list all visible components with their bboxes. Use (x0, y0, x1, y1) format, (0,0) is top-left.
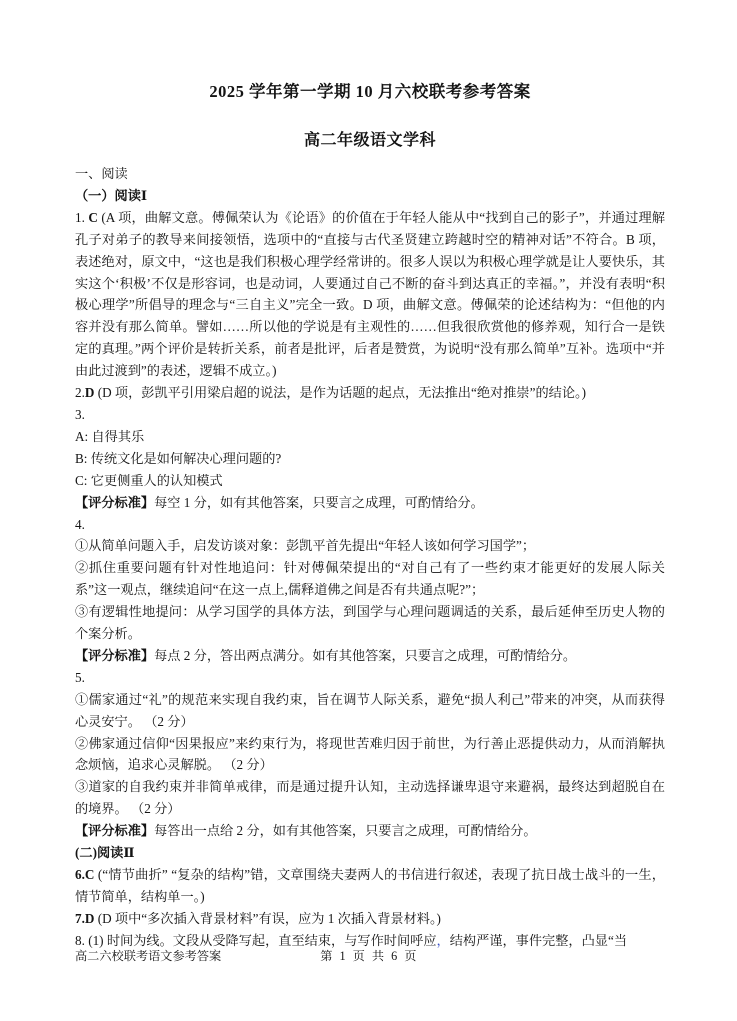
answer-1 (75, 207, 665, 382)
answer-2-explanation: (D 项，彭凯平引用梁启超的说法，是作为话题的起点，无法推出“绝对推崇”的结论。) (94, 385, 586, 401)
doc-title: 2025 学年第一学期 10 月六校联考参考答案 (209, 82, 531, 101)
answer-4-point-3: ③有逻辑性地提问：从学习国学的具体方法，到国学与心理问题调适的关系，最后延伸至历史人物的个案分析。 (75, 604, 665, 642)
answer-3-rubric (75, 492, 665, 514)
answer-5-point-1: ①儒家通过“礼”的规范来实现自我约束，旨在调节人际关系，避免“损人利己”带来的冲突，从而获得心灵安宁。 （2 分） (75, 691, 665, 729)
doc-body (75, 163, 665, 952)
answer-1-number: 1. (75, 209, 89, 225)
doc-subtitle: 高二年级语文学科 (303, 132, 436, 149)
rubric-text: 每答出一点给 2 分，如有其他答案，只要言之成理，可酌情给分。 (154, 823, 537, 839)
answer-8-text-end: 结构严谨，事件完整，凸显“当 (449, 932, 628, 948)
answer-1-choice: C (88, 209, 98, 225)
subsection-heading-reading2: (二)阅读Ⅱ (75, 845, 135, 861)
answer-3-blank-b: B: 传统文化是如何解决心理问题的? (75, 450, 282, 466)
answer-4-point-1: ①从简单问题入手，启发访谈对象：彭凯平首先提出“年轻人该如何学习国学”； (75, 538, 536, 554)
section-heading-reading: 一、阅读 (75, 166, 128, 181)
answer-7 (75, 908, 665, 930)
answer-1-explanation: (A 项，曲解文意。傅佩荣认为《论语》的价值在于年轻人能从中“找到自己的影子”，并通过理解孔子对弟子的教导来间接领悟，选项中的“直接与古代圣贤建立跨越时空的精神对话”不符合。B 项，表述绝对，原文中，“这也是我们积极心理学经常讲的。很多人误以为积极心理学就是让人要快乐，其实这个‘积极’不仅是形容词，也是动词，人要通过自己不断的奋斗到达真正的幸福。”，并没有表明“积极心理学”所倡导的理念与“三自主义”完全一致。D 项，曲解文意。傅佩荣的论述结构为：“但他的内容并没有那么简单。譬如……所以他的学说是有主观性的……但我很欣赏他的修养观，知行合一是铁定的真理。”两个评价是转折关系，前者是批评，后者是赞赏，为说明“没有那么简单”互补。选项中“并由此过渡到”的表述，逻辑不成立。) (75, 209, 666, 379)
footer-page-number: 第 1 页 共 6 页 (320, 949, 419, 963)
rubric-label: 【评分标准】 (75, 823, 155, 839)
answer-3-number: 3. (75, 406, 85, 422)
answer-5-point-3: ③道家的自我约束并非简单戒律，而是通过提升认知，主动选择谦卑退守来避祸，最终达到超脱自在的境界。 （2 分） (75, 779, 665, 817)
answer-3-blank-c: C: 它更侧重人的认知模式 (75, 472, 223, 488)
subsection-heading-reading1: （一）阅读Ⅰ (75, 187, 148, 203)
page-footer (75, 948, 665, 964)
answer-3-blank-a: A: 自得其乐 (75, 428, 145, 444)
answer-6-explanation: (“情节曲折” “复杂的结构”错，文章围绕夫妻两人的书信进行叙述，表现了抗日战士战斗的一生，情节简单，结构单一。) (75, 867, 665, 904)
answer-5-point-2: ②佛家通过信仰“因果报应”来约束行为，将现世苦难归因于前世，为行善止恶提供动力，从而消解执念烦恼，追求心灵解脱。 （2 分） (75, 735, 665, 773)
answer-7-choice: 7.D (75, 910, 95, 926)
answer-4-number: 4. (75, 516, 85, 532)
footer-document-name: 高二六校联考语文参考答案 (75, 949, 222, 963)
answer-6-choice: 6.C (75, 867, 95, 882)
answer-6 (75, 864, 665, 908)
answer-5-rubric (75, 820, 665, 842)
rubric-text: 每空 1 分，如有其他答案，只要言之成理，可酌情给分。 (154, 494, 484, 510)
answer-2-number: 2. (75, 385, 85, 401)
answer-2 (75, 382, 665, 404)
answer-8-blue-comma: ， (436, 932, 450, 948)
answer-2-choice: D (84, 385, 95, 401)
rubric-label: 【评分标准】 (75, 494, 155, 510)
answer-4-rubric (75, 645, 665, 667)
answer-4-point-2: ②抓住重要问题有针对性地追问：针对傅佩荣提出的“对自己有了一些约束才能更好的发展人际关系”这一观点，继续追问“在这一点上,儒释道佛之间是否有共通点呢?”； (75, 560, 665, 598)
answer-7-explanation: (D 项中“多次插入背景材料”有误，应为 1 次插入背景材料。) (94, 910, 441, 926)
answer-8-text-start: 8. (1) 时间为线。文段从受降写起，直至结束，与写作时间呼应 (75, 932, 437, 948)
rubric-label: 【评分标准】 (75, 647, 155, 663)
answer-5-number: 5. (75, 669, 85, 685)
rubric-text: 每点 2 分，答出两点满分。如有其他答案，只要言之成理，可酌情给分。 (154, 647, 577, 663)
